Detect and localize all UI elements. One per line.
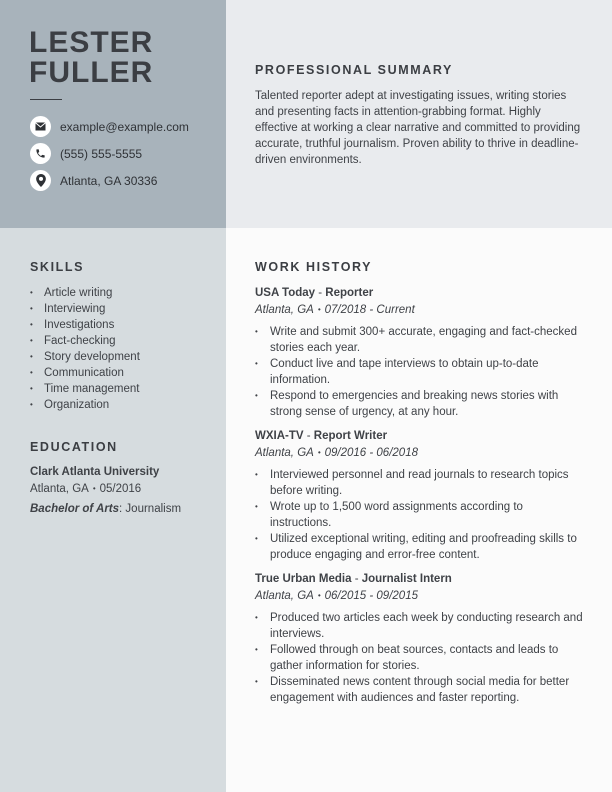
summary-text: Talented reporter adept at investigating issues, writing stories and presenting facts in attention-grabbing format. Highly effective at working a clear narrative and committed to providing accurate, truthful journalism. Proven ability to thrive in deadline-driven environments.: [255, 90, 581, 166]
map-pin-icon: [30, 170, 51, 191]
job-bullets: [255, 467, 585, 563]
job-entry: [255, 571, 585, 706]
job-company: True Urban Media: [255, 573, 352, 585]
job-meta: Atlanta, GA • 06/2015 - 09/2015: [255, 590, 418, 602]
education-degree-line: [30, 503, 181, 515]
skill-item: • Organization: [30, 397, 140, 413]
job-title-line: WXIA-TV - Report Writer: [255, 430, 388, 442]
work-heading: WORK HISTORY: [255, 260, 373, 274]
last-name: FULLER: [29, 56, 154, 89]
job-meta: Atlanta, GA • 09/2016 - 06/2018: [255, 447, 418, 459]
skill-item: • Article writing: [30, 285, 140, 301]
job-bullet: • Interviewed personnel and read journals to research topics before writing.: [255, 467, 585, 499]
job-bullet: • Write and submit 300+ accurate, engaging and fact-checked stories each year.: [255, 324, 585, 356]
skills-list: [30, 285, 140, 413]
phone-icon: [30, 143, 51, 164]
job-bullet: • Produced two articles each week by conducting research and interviews.: [255, 610, 585, 642]
job-title-line: USA Today - Reporter: [255, 287, 374, 299]
job-company: WXIA-TV: [255, 430, 304, 442]
education-location: Atlanta, GA: [30, 483, 89, 495]
contact-location: [30, 170, 157, 191]
job-bullet: • Conduct live and tape interviews to obtain up-to-date information.: [255, 356, 585, 388]
job-role: Report Writer: [313, 430, 388, 442]
contact-email[interactable]: [30, 116, 189, 137]
job-bullet: • Respond to emergencies and breaking news stories with strong sense of urgency, at any hour.: [255, 388, 585, 420]
job-bullet: • Disseminated news content through social media for better engagement with audiences and faster reporting.: [255, 674, 585, 706]
job-bullet: • Wrote up to 1,500 word assignments according to instructions.: [255, 499, 585, 531]
skill-item: • Investigations: [30, 317, 140, 333]
skill-item: • Interviewing: [30, 301, 140, 317]
education-date: 05/2016: [99, 483, 142, 495]
education-location-date: Atlanta, GA • 05/2016: [30, 483, 142, 495]
name-divider: [30, 99, 62, 100]
job-bullets: [255, 610, 585, 706]
job-role: Reporter: [325, 287, 374, 299]
candidate-name: [29, 28, 153, 88]
contact-phone[interactable]: [30, 143, 142, 164]
skill-item: • Communication: [30, 365, 140, 381]
location-text: Atlanta, GA 30336: [60, 173, 158, 188]
job-company: USA Today: [255, 287, 316, 299]
job-dates: 07/2018 - Current: [324, 304, 415, 316]
job-entry: [255, 428, 585, 563]
education-field: : Journalism: [119, 503, 182, 515]
summary-heading: PROFESSIONAL SUMMARY: [255, 63, 453, 77]
job-location: Atlanta, GA: [255, 447, 314, 459]
job-bullets: [255, 324, 585, 420]
email-text: example@example.com: [60, 119, 189, 134]
job-bullet: • Utilized exceptional writing, editing and proofreading skills to produce engaging and error-free content.: [255, 531, 585, 563]
job-dates: 09/2016 - 06/2018: [324, 447, 418, 459]
job-meta: Atlanta, GA • 07/2018 - Current: [255, 304, 415, 316]
job-bullet: • Followed through on beat sources, contacts and leads to gather information for stories.: [255, 642, 585, 674]
skill-item: • Time management: [30, 381, 140, 397]
job-entry: [255, 285, 585, 420]
job-role: Journalist Intern: [361, 573, 452, 585]
job-dates: 06/2015 - 09/2015: [324, 590, 418, 602]
job-location: Atlanta, GA: [255, 304, 314, 316]
phone-text: (555) 555-5555: [60, 146, 143, 161]
skill-item: • Fact-checking: [30, 333, 140, 349]
job-title-line: True Urban Media - Journalist Intern: [255, 573, 452, 585]
first-name: LESTER: [29, 26, 154, 59]
job-location: Atlanta, GA: [255, 590, 314, 602]
education-heading: EDUCATION: [30, 440, 118, 454]
envelope-icon: [30, 116, 51, 137]
skill-item: • Story development: [30, 349, 140, 365]
education-school: Clark Atlanta University: [30, 466, 160, 478]
skills-heading: SKILLS: [30, 260, 85, 274]
education-degree: Bachelor of Arts: [30, 503, 120, 515]
